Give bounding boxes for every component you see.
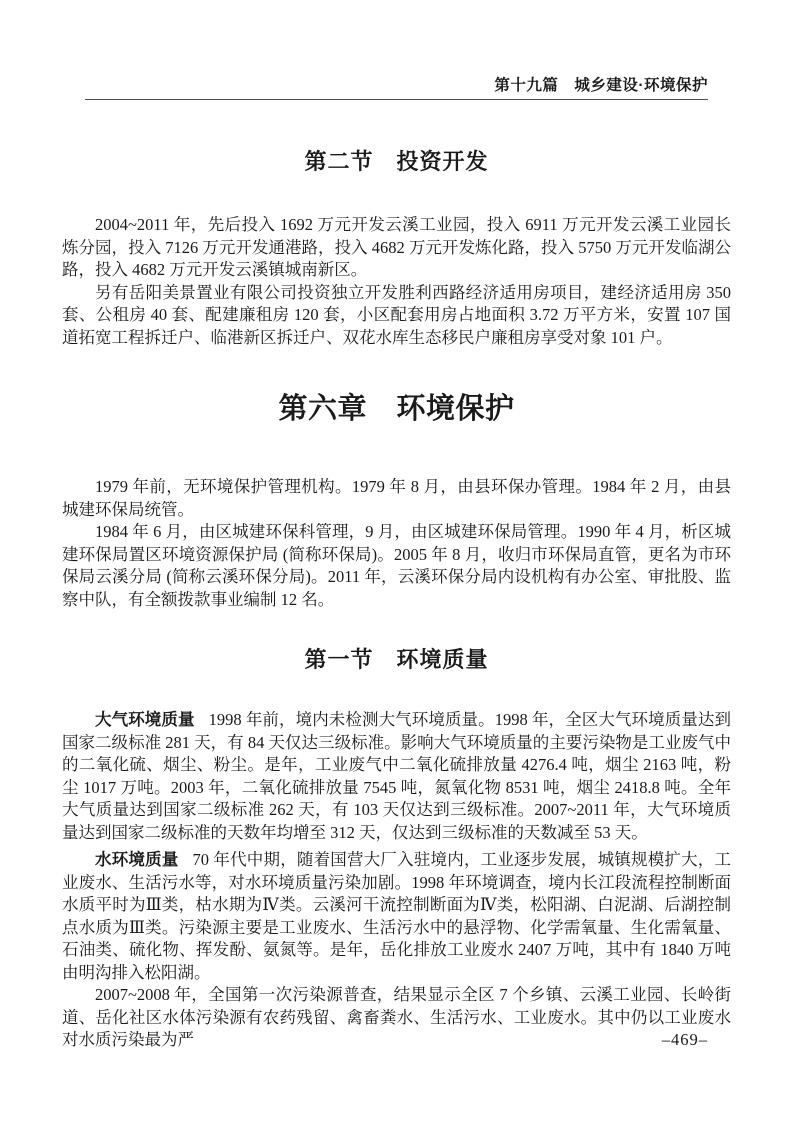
entry-text-air-quality: 1998 年前，境内未检测大气环境质量。1998 年，全区大气环境质量达到国家二级标准 281 天，有 84 天仅达三级标准。影响大气环境质量的主要污染物是工业废气中的二氧化硫、烟尘、粉尘。是年，工业废气中二氧化硫排放量 4276.4 吨，烟尘 2163 吨，粉尘 1017 万吨。2003 年，二氧化硫排放量 7545 吨，氮氧化物 8531 吨，烟尘 2418.8 吨。全年大气质量达到国家二级标准 262 天，有 103 天仅达到三级标准。2007~2011 年，大气环境质量达到国家二级标准的天数年均增至 312 天，仅达到三级标准的天数减至 53 天。 (62, 710, 732, 842)
entry-text-pollution-census: 2007~2008 年，全国第一次污染源普查，结果显示全区 7 个乡镇、云溪工业园、长岭街道、岳化社区水体污染源有农药残留、禽畜粪水、生活污水、工业废水。其中仍以工业废水对水质污染最为严 (62, 985, 731, 1049)
running-header-title: 第十九篇 城乡建设·环境保护 (494, 77, 708, 94)
paragraph-water-quality (62, 849, 731, 984)
chapter-heading-environment: 第六章 环境保护 (278, 393, 515, 425)
section-heading-quality: 第一节 环境质量 (304, 647, 489, 672)
entry-lead-water-quality: 水环境质量 (95, 851, 179, 869)
page-content (62, 0, 731, 1052)
paragraph-chapter-2: 1984 年 6 月，由区城建环保科管理，9 月，由区城建环保局管理。1990 年 4 月，析区城建环保局置区环境资源保护局 (简称环保局)。2005 年 8 月，收归市环保局直管，更名为市环保局云溪分局 (简称云溪环保分局)。2011 年，云溪环保分局内设机构有办公室、审批股、监察中队，有全额拨款事业编制 12 名。 (62, 522, 731, 609)
paragraph-investment-2: 另有岳阳美景置业有限公司投资独立开发胜利西路经济适用房项目，建经济适用房 350 套、公租房 40 套、配建廉租房 120 套，小区配套用房占地面积 3.72 万平方米，安置 107 国道拓宽工程拆迁户、临港新区拆迁户、双花水库生态移民户廉租房享受对象 101 户。 (62, 282, 731, 347)
entry-lead-air-quality: 大气环境质量 (95, 711, 195, 729)
paragraph-air-quality (62, 709, 731, 844)
section-heading-investment: 第二节 投资开发 (304, 149, 489, 174)
paragraph-chapter-1: 1979 年前，无环境保护管理机构。1979 年 8 月，由县环保办管理。1984 年 2 月，由县城建环保局统管。 (62, 477, 731, 519)
page-number-area (85, 1030, 708, 1050)
page-number: –469– (661, 1030, 708, 1049)
entry-text-water-quality: 70 年代中期，随着国营大厂入驻境内，工业逐步发展，城镇规模扩大，工业废水、生活污水等，对水环境质量污染加剧。1998 年环境调查，境内长江段流程控制断面水质平时为Ⅲ类，枯水期为Ⅳ类。云溪河干流控制断面为Ⅳ类，松阳湖、白泥湖、后湖控制点水质为Ⅲ类。污染源主要是工业废水、生活污水中的悬浮物、化学需氧量、生化需氧量、石油类、硫化物、挥发酚、氨氮等。是年，岳化排放工业废水 2407 万吨，其中有 1840 万吨由明沟排入松阳湖。 (62, 850, 732, 982)
paragraph-investment-1: 2004~2011 年，先后投入 1692 万元开发云溪工业园，投入 6911 万元开发云溪工业园长炼分园，投入 7126 万元开发通港路，投入 4682 万元开发炼化路，投入 5750 万元开发临湖公路，投入 4682 万元开发云溪镇城南新区。 (62, 215, 731, 279)
